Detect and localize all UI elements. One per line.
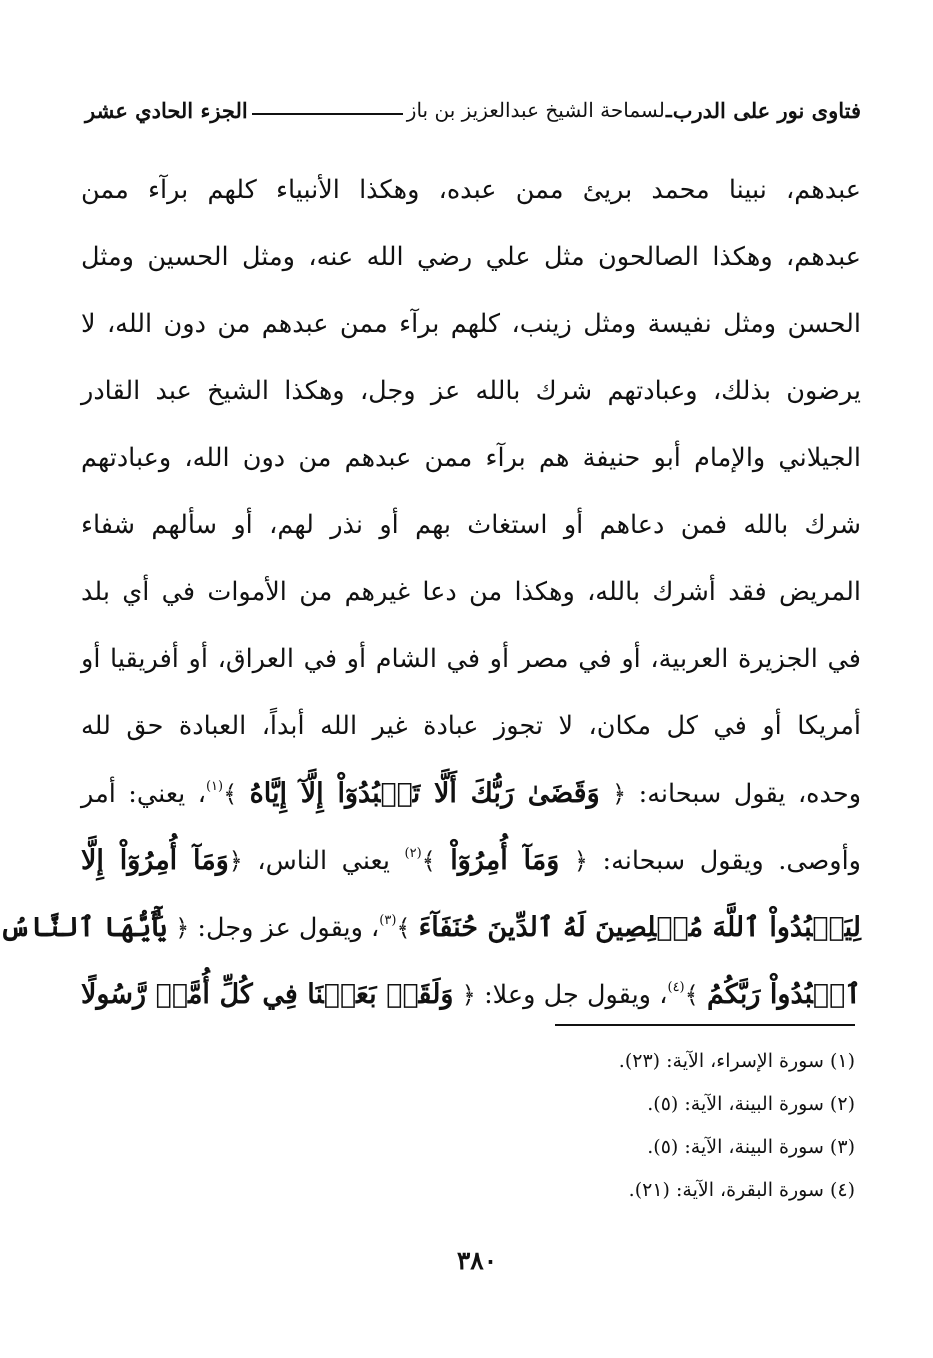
page-number: ٣٨٠ [456, 1246, 498, 1275]
body-line-7: المريض فقد أشرك بالله، وهكذا من دعا غيرهم من الأموات في أي بلد [81, 577, 861, 607]
quran-verse-3-start: وَمَآ أُمِرُوٓاْ إِلَّا [81, 845, 229, 876]
body-line-5: الجيلاني والإمام أبو حنيفة هم برآء ممن عبدهم من دون الله، وعبادتهم [81, 443, 861, 473]
footnote-2: (٢) سورة البينة، الآية: (٥). [647, 1093, 855, 1115]
body-line-3: الحسن ومثل نفيسة ومثل زينب، كلهم برآء ممن عبدهم من دون الله، لا [81, 309, 861, 339]
body-line-4: يرضون بذلك، وعبادتهم شرك بالله عز وجل، وهكذا الشيخ عبد القادر [81, 376, 861, 406]
footnote-3: (٣) سورة البينة، الآية: (٥). [647, 1136, 855, 1158]
header-part: الجزء الحادي عشر [85, 97, 248, 123]
body-line-6: شرك بالله فمن دعاهم أو استغاث بهم أو نذر لهم، أو سألهم شفاء [81, 510, 861, 540]
verse-open-bracket: ﴿ [612, 780, 627, 808]
body-text [0, 157, 862, 1028]
quran-verse-3-end: لِيَعۡبُدُواْ ٱللَّهَ مُخۡلِصِينَ لَهُ ٱلدِّينَ حُنَفَآءَ [418, 912, 861, 943]
verse-close-bracket: ﴾ [223, 780, 238, 808]
footnote-ref-1: (١) [205, 779, 224, 794]
header-separator: ـ [665, 98, 672, 122]
body-line-1: عبدهم، نبينا محمد بريئ ممن عبده، وهكذا الأنبياء كلهم برآء ممن [81, 175, 861, 205]
header-rule [252, 113, 403, 115]
line13-text-middle: ، ويقول جل وعلا: [475, 980, 668, 1010]
quran-verse-1: وَقَضَىٰ رَبُّكَ أَلَّا تَعۡبُدُوٓاْ إِلَّآ إِيَّاهُ [249, 778, 600, 809]
verse-open-bracket: ﴿ [573, 847, 588, 875]
line10-text-before: وحده، يقول سبحانه: [626, 779, 862, 809]
header-book-title: فتاوى نور على الدرب [672, 97, 861, 123]
body-line-2: عبدهم، وهكذا الصالحون مثل علي رضي الله عنه، ومثل الحسين ومثل [81, 242, 861, 272]
verse-open-bracket: ﴿ [228, 847, 243, 875]
footnote-ref-2: (٢) [404, 846, 422, 861]
verse-close-bracket: ﴾ [396, 914, 411, 942]
line11-text-before: وأوصى. ويقول سبحانه: [587, 846, 861, 876]
body-line-9: أمريكا أو في كل مكان، لا تجوز عبادة غير الله أبداً، العبادة حق لله [81, 711, 861, 741]
footnote-separator [555, 1024, 855, 1026]
footnote-4: (٤) سورة البقرة، الآية: (٢١). [628, 1179, 855, 1201]
verse-close-bracket: ﴾ [684, 981, 699, 1009]
quran-verse-4-end: ٱعۡبُدُواْ رَبَّكُمُ [706, 979, 862, 1010]
verse-open-bracket: ﴿ [461, 981, 476, 1009]
body-line-12 [0, 894, 861, 961]
verse-close-bracket: ﴾ [421, 847, 436, 875]
line11-text-middle: يعني الناس، [242, 846, 405, 876]
body-line-10 [81, 760, 861, 827]
footnotes [421, 1040, 855, 1212]
line10-text-after: ، يعني: أمر [81, 779, 206, 809]
body-line-11 [81, 827, 861, 894]
quran-verse-2: وَمَآ أُمِرُوٓاْ [450, 845, 560, 876]
body-line-13 [81, 961, 861, 1028]
footnote-ref-3: (٣) [379, 913, 397, 928]
header-author: لسماحة الشيخ عبدالعزيز بن باز [406, 98, 665, 122]
verse-open-bracket: ﴿ [175, 914, 190, 942]
body-line-8: في الجزيرة العربية، أو في مصر أو في الشام أو في العراق، أو أفريقيا أو [81, 644, 861, 674]
line12-text-middle: ، ويقول عز وجل: [189, 913, 380, 943]
footnote-1: (١) سورة الإسراء، الآية: (٢٣). [618, 1050, 855, 1072]
running-header [85, 90, 861, 130]
quran-verse-4-start: يَٰٓأَيُّهَا ٱلنَّاسُ [0, 912, 168, 943]
footnote-ref-4: (٤) [667, 980, 685, 995]
quran-verse-5: وَلَقَدۡ بَعَثۡنَا فِي كُلِّ أُمَّةٖ رَّسُولًا [81, 979, 454, 1010]
